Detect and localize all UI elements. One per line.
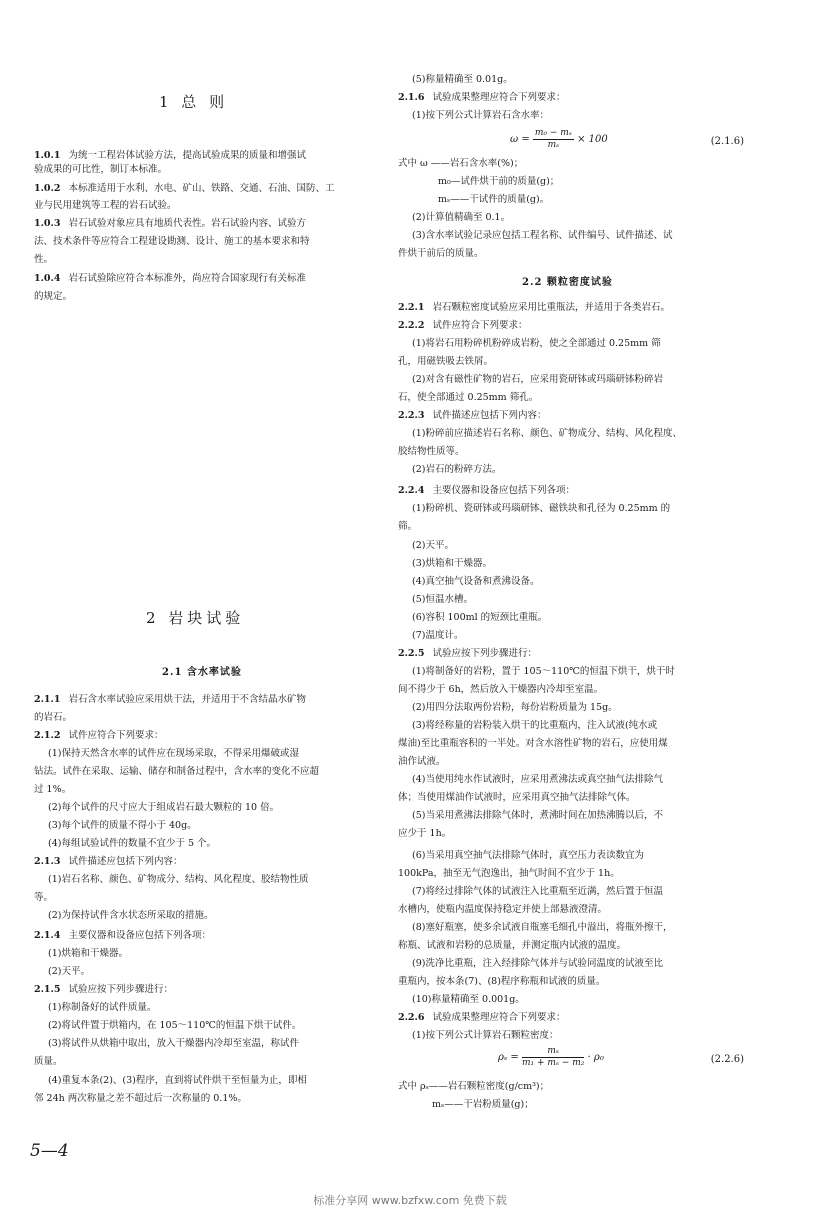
clause-text: 岩石试验除应符合本标准外，尚应符合国家现行有关标准 xyxy=(68,273,306,284)
clause-text: 试验应按下列步骤进行： xyxy=(432,648,537,659)
clause-number: 2.2.6 xyxy=(398,1012,425,1023)
list-item: 石，使全部通过 0.25mm 筛孔。 xyxy=(398,392,539,403)
equation-where: 式中 ω ——岩石含水率(%)； xyxy=(398,158,524,169)
clause-text: 法、技术条件等应符合工程建设勘测、设计、施工的基本要求和特 xyxy=(34,236,310,247)
list-item: (3)含水率试验记录应包括工程名称、试件编号、试件描述、试 xyxy=(412,230,673,241)
list-item: (3)将经称量的岩粉装入烘干的比重瓶内，注入试液(纯水或 xyxy=(412,720,658,731)
list-item: (4)真空抽气设备和煮沸设备。 xyxy=(412,576,540,587)
list-item: 间不得少于 6h，然后放入干燥器内冷却至室温。 xyxy=(398,684,604,695)
clause-number: 1.0.1 xyxy=(34,150,61,161)
list-item: (2)计算值精确至 0.1。 xyxy=(412,212,511,223)
list-item: 水槽内，使瓶内温度保持稳定并使上部悬液澄清。 xyxy=(398,904,608,915)
list-item: (2)岩石的粉碎方法。 xyxy=(412,464,502,475)
clause-text: 试验应按下列步骤进行： xyxy=(68,984,173,995)
clause-text: 试件描述应包括下列内容： xyxy=(432,410,547,421)
list-item: (2)对含有磁性矿物的岩石，应采用瓷研钵或玛瑙研钵粉碎岩 xyxy=(412,374,663,385)
clause-text: 试件描述应包括下列内容： xyxy=(68,856,183,867)
list-item: (5)当采用煮沸法排除气体时，煮沸时间在加热沸腾以后，不 xyxy=(412,810,663,821)
list-item: 钻法。试件在采取、运输、储存和制备过程中，含水率的变化不应超 xyxy=(34,766,320,777)
clause-number: 1.0.3 xyxy=(34,218,61,229)
clause-text: 本标准适用于水利、水电、矿山、铁路、交通、石油、国防、工 xyxy=(68,183,335,194)
clause-text: 验成果的可比性，制订本标准。 xyxy=(34,164,168,175)
list-item: 体；当使用煤油作试液时，应采用真空抽气法排除气体。 xyxy=(398,792,636,803)
list-item: 孔，用磁铁吸去铁屑。 xyxy=(398,356,494,367)
clause-text: 试验成果整理应符合下列要求： xyxy=(432,92,566,103)
equation-lhs: ω = xyxy=(510,134,530,145)
list-item: (1)将制备好的岩粉，置于 105～110℃的恒温下烘干，烘干时 xyxy=(412,666,675,677)
equation-where: mₛ——干岩粉质量(g)； xyxy=(432,1099,534,1110)
clause-text: 的规定。 xyxy=(34,291,73,302)
list-item: (1)按下列公式计算岩石颗粒密度： xyxy=(412,1030,559,1041)
equation-number: (2.2.6) xyxy=(710,1054,744,1065)
list-item: (2)用四分法取两份岩粉，每份岩粉质量为 15g。 xyxy=(412,702,618,713)
list-item: (8)塞好瓶塞，使多余试液自瓶塞毛细孔中溢出，将瓶外擦干， xyxy=(412,922,673,933)
list-item: 煤油)至比重瓶容积的一半处。对含水溶性矿物的岩石，应使用煤 xyxy=(398,738,668,749)
clause-number: 2.2.5 xyxy=(398,648,425,659)
list-item: (3)每个试件的质量不得小于 40g。 xyxy=(48,820,197,831)
equation-fraction xyxy=(522,1046,584,1069)
equation-where: m₀—试件烘干前的质量(g)； xyxy=(438,176,560,187)
equation-denominator: mₛ xyxy=(547,140,560,150)
list-item: (4)当使用纯水作试液时，应采用煮沸法或真空抽气法排除气 xyxy=(412,774,663,785)
list-item: (2)天平。 xyxy=(412,540,454,551)
clause-number: 2.2.1 xyxy=(398,302,425,313)
list-item: 筛。 xyxy=(398,521,418,532)
clause-text: 主要仪器和设备应包括下列各项： xyxy=(432,485,575,496)
equation-rhs: × 100 xyxy=(577,134,608,145)
list-item: 质量。 xyxy=(34,1056,63,1067)
list-item: (3)将试件从烘箱中取出，放入干燥器内冷却至室温，称试件 xyxy=(48,1038,299,1049)
clause-text: 岩石试验对象应具有地质代表性。岩石试验内容、试验方 xyxy=(68,218,306,229)
clause-number: 2.2.3 xyxy=(398,410,425,421)
equation-lhs: ρₛ = xyxy=(498,1052,519,1063)
equation-2-2-6 xyxy=(498,1046,604,1069)
clause-number: 2.1.1 xyxy=(34,694,61,705)
list-item: 应少于 1h。 xyxy=(398,828,452,839)
chapter-1-title: 1 总 则 xyxy=(159,93,229,111)
list-item: (10)称量精确至 0.001g。 xyxy=(412,994,525,1005)
list-item: (7)将经过排除气体的试液注入比重瓶至近满，然后置于恒温 xyxy=(412,886,663,897)
list-item: 油作试液。 xyxy=(398,756,446,767)
clause-text: 性。 xyxy=(34,254,54,265)
list-item: (6)容积 100ml 的短颈比重瓶。 xyxy=(412,612,548,623)
list-item: (1)粉碎机、瓷研钵或玛瑙研钵、磁铁块和孔径为 0.25mm 的 xyxy=(412,503,671,514)
page-number: 5—4 xyxy=(30,1141,69,1161)
list-item: (1)岩石名称、颜色、矿物成分、结构、风化程度、胶结物性质 xyxy=(48,874,309,885)
list-item: 100kPa，抽至无气泡逸出，抽气时间不宜少于 1h。 xyxy=(398,868,620,879)
clause-number: 2.1.3 xyxy=(34,856,61,867)
clause-text: 为统一工程岩体试验方法，提高试验成果的质量和增强试 xyxy=(68,150,306,161)
list-item: 重瓶内，按本条(7)、(8)程序称瓶和试液的质量。 xyxy=(398,976,606,987)
clause-number: 1.0.4 xyxy=(34,273,61,284)
list-item: (1)保持天然含水率的试件应在现场采取，不得采用爆破或湿 xyxy=(48,748,299,759)
list-item: (4)重复本条(2)、(3)程序，直到将试件烘干至恒量为止，即相 xyxy=(48,1075,307,1086)
list-item: (2)为保持试件含水状态所采取的措施。 xyxy=(48,910,214,921)
list-item: (2)天平。 xyxy=(48,966,90,977)
equation-number: (2.1.6) xyxy=(710,136,744,147)
equation-where: mₛ——干试件的质量(g)。 xyxy=(438,194,550,205)
footer-watermark: 标准分享网 www.bzfxw.com 免费下载 xyxy=(313,1194,507,1207)
list-item: (5)称量精确至 0.01g。 xyxy=(412,74,513,85)
list-item: (3)烘箱和干燥器。 xyxy=(412,558,492,569)
list-item: 邻 24h 两次称量之差不超过后一次称量的 0.1%。 xyxy=(34,1093,247,1104)
clause-number: 2.1.4 xyxy=(34,930,61,941)
clause-number: 2.1.6 xyxy=(398,92,425,103)
equation-numerator: m₀ − mₛ xyxy=(534,128,572,138)
list-item: 等。 xyxy=(34,892,54,903)
section-title: 2.2 颗粒密度试验 xyxy=(522,277,613,288)
list-item: 称瓶、试液和岩粉的总质量，并测定瓶内试液的温度。 xyxy=(398,940,627,951)
clause-text: 试验成果整理应符合下列要求： xyxy=(432,1012,566,1023)
list-item: (4)每组试验试件的数量不宜少于 5 个。 xyxy=(48,838,217,849)
equation-denominator: m₁ + mₛ − m₂ xyxy=(522,1058,585,1068)
equation-2-1-6 xyxy=(510,128,608,151)
list-item: (1)烘箱和干燥器。 xyxy=(48,948,128,959)
clause-number: 2.1.2 xyxy=(34,730,61,741)
clause-text: 业与民用建筑等工程的岩石试验。 xyxy=(34,200,177,211)
chapter-2-title: 2 岩块试验 xyxy=(146,609,245,627)
clause-text: 试件应符合下列要求： xyxy=(68,730,164,741)
clause-number: 1.0.2 xyxy=(34,183,61,194)
list-item: 过 1%。 xyxy=(34,784,72,795)
clause-text: 岩石含水率试验应采用烘干法，并适用于不含结晶水矿物 xyxy=(68,694,306,705)
clause-text: 主要仪器和设备应包括下列各项： xyxy=(68,930,211,941)
equation-numerator: mₛ xyxy=(522,1046,584,1058)
list-item: (1)称制备好的试件质量。 xyxy=(48,1002,157,1013)
clause-text: 试件应符合下列要求： xyxy=(432,320,528,331)
list-item: (1)将岩石用粉碎机粉碎成岩粉，使之全部通过 0.25mm 筛 xyxy=(412,338,661,349)
list-item: (1)按下列公式计算岩石含水率： xyxy=(412,110,549,121)
clause-text: 岩石颗粒密度试验应采用比重瓶法，并适用于各类岩石。 xyxy=(432,302,670,313)
clause-text: 的岩石。 xyxy=(34,712,73,723)
clause-number: 2.2.2 xyxy=(398,320,425,331)
list-item: 件烘干前后的质量。 xyxy=(398,248,484,259)
section-title: 2.1 含水率试验 xyxy=(162,667,242,678)
list-item: 胶结物性质等。 xyxy=(398,446,465,457)
list-item: (6)当采用真空抽气法排除气体时，真空压力表读数宜为 xyxy=(412,850,644,861)
clause-number: 2.1.5 xyxy=(34,984,61,995)
equation-rhs: · ρ₀ xyxy=(587,1052,604,1063)
list-item: (7)温度计。 xyxy=(412,630,464,641)
equation-fraction xyxy=(533,128,574,151)
list-item: (2)每个试件的尺寸应大于组成岩石最大颗粒的 10 倍。 xyxy=(48,802,280,813)
equation-where: 式中 ρₛ——岩石颗粒密度(g/cm³)； xyxy=(398,1081,550,1092)
clause-number: 2.2.4 xyxy=(398,485,425,496)
list-item: (5)恒温水槽。 xyxy=(412,594,473,605)
list-item: (2)将试件置于烘箱内，在 105～110℃的恒温下烘干试件。 xyxy=(48,1020,302,1031)
list-item: (1)粉碎前应描述岩石名称、颜色、矿物成分、结构、风化程度、 xyxy=(412,428,682,439)
list-item: (9)洗净比重瓶，注入经排除气体并与试验同温度的试液至比 xyxy=(412,958,663,969)
